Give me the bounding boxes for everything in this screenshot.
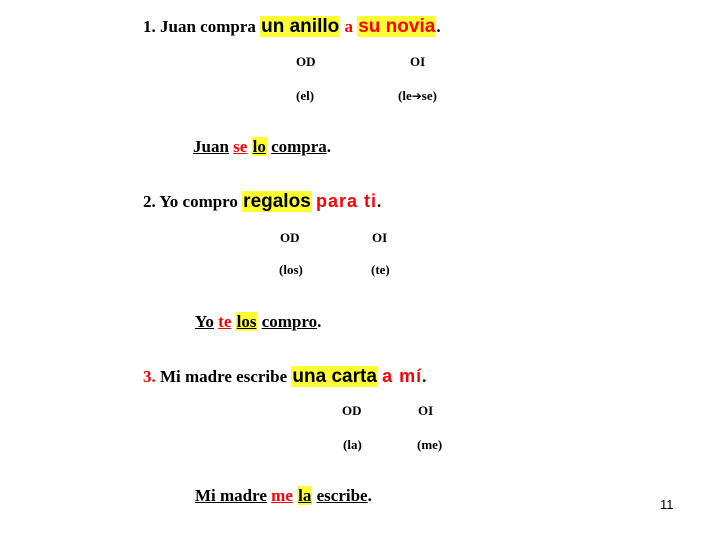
pronoun-oi-close: se)	[421, 88, 437, 103]
label-oi: OI	[410, 54, 426, 69]
example-1-sentence	[143, 16, 441, 38]
label-oi: OI	[418, 403, 434, 418]
sentence-lead: Yo compro	[159, 192, 238, 211]
direct-object-highlight: un anillo	[261, 16, 340, 37]
example-1-rewrite	[193, 136, 331, 158]
label-od: OD	[296, 54, 316, 69]
right-arrow-icon: ➔	[411, 89, 422, 103]
sentence-period: .	[377, 192, 382, 211]
rewrite-verb: escribe	[316, 486, 368, 505]
example-number: 2.	[143, 192, 156, 211]
rewrite-indirect-pronoun: me	[271, 486, 293, 505]
rewrite-subject: Mi madre	[195, 486, 267, 505]
indirect-object-highlight: su novia	[358, 16, 436, 37]
rewrite-indirect-pronoun: te	[218, 312, 232, 331]
label-od: OD	[280, 230, 300, 245]
sentence-period: .	[436, 17, 441, 36]
rewrite-indirect-pronoun: se	[233, 137, 248, 156]
rewrite-period: .	[326, 137, 332, 156]
pronoun-od: (el)	[296, 88, 315, 103]
rewrite-period: .	[317, 312, 322, 331]
label-od: OD	[342, 403, 362, 418]
rewrite-verb: compro	[261, 312, 318, 331]
direct-object-highlight: una carta	[292, 366, 377, 387]
rewrite-subject: Yo	[195, 312, 214, 331]
sentence-lead: Juan compra	[160, 17, 256, 36]
example-3-rewrite	[195, 485, 372, 507]
example-number: 1.	[143, 17, 156, 36]
rewrite-subject: Juan	[193, 137, 229, 156]
pronoun-oi: (me)	[417, 437, 443, 452]
indirect-object: para ti	[316, 191, 378, 211]
rewrite-verb: compra	[271, 137, 327, 156]
example-number: 3.	[143, 367, 156, 386]
rewrite-direct-pronoun: la	[298, 486, 312, 505]
direct-object-highlight: regalos	[243, 191, 311, 212]
sentence-lead: Mi madre escribe	[160, 367, 288, 386]
label-oi: OI	[372, 230, 388, 245]
pronoun-oi: (te)	[371, 262, 390, 277]
sentence-period: .	[422, 367, 427, 386]
rewrite-direct-pronoun: lo	[252, 137, 266, 156]
pronoun-oi	[398, 88, 437, 104]
rewrite-period: .	[367, 486, 372, 505]
preposition: a	[344, 17, 353, 36]
rewrite-direct-pronoun: los	[236, 312, 257, 331]
example-3-sentence	[143, 365, 426, 388]
pronoun-oi-open: (le	[398, 88, 412, 103]
pronoun-od: (la)	[343, 437, 362, 452]
page-number: 11	[660, 497, 674, 512]
example-2-sentence	[143, 190, 381, 213]
example-2-rewrite	[195, 311, 321, 333]
pronoun-od: (los)	[279, 262, 303, 277]
indirect-object: a mí	[382, 366, 423, 386]
